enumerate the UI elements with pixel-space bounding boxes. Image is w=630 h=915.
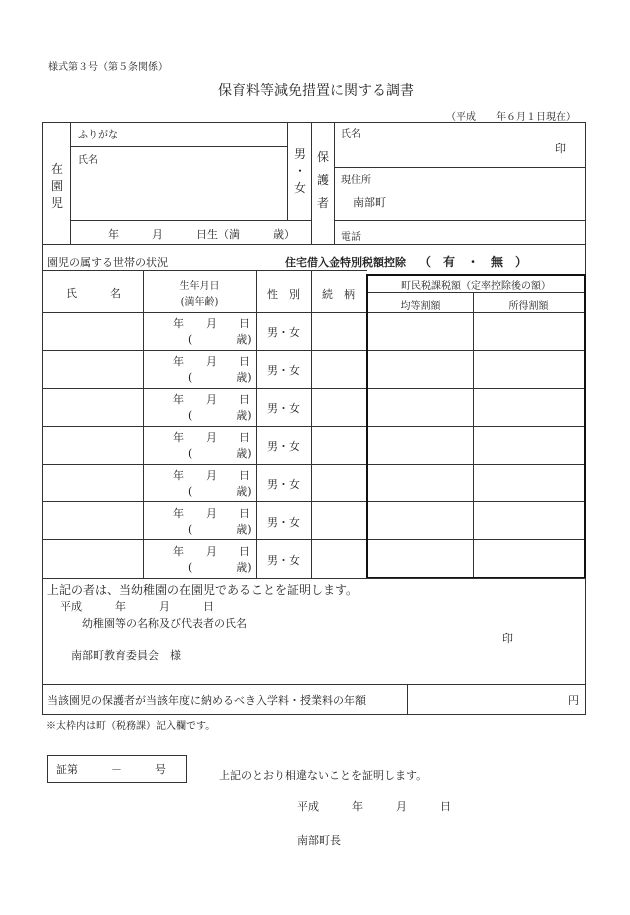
row-age: ( 歳) bbox=[188, 523, 252, 536]
child-name-label: 氏名 bbox=[78, 155, 98, 166]
row-age: ( 歳) bbox=[188, 371, 252, 384]
child-sex: 男 ・ 女 bbox=[293, 147, 306, 195]
page-title: 保育料等減免措置に関する調書 bbox=[218, 83, 414, 99]
row-age: ( 歳) bbox=[188, 333, 252, 346]
col-income-header: 所得割額 bbox=[508, 301, 549, 312]
mayor-title: 南部町長 bbox=[297, 834, 341, 847]
child-furigana-label: ふりがな bbox=[78, 130, 118, 141]
child-birthdate: 年 月 日生（満 歳） bbox=[108, 228, 295, 241]
row-age: ( 歳) bbox=[188, 485, 252, 498]
household-status-label: 園児の属する世帯の状況 bbox=[47, 256, 168, 269]
row-sex: 男・女 bbox=[267, 364, 300, 377]
row-sex: 男・女 bbox=[267, 326, 300, 339]
final-date: 平成 年 月 日 bbox=[297, 800, 451, 813]
row-age: ( 歳) bbox=[188, 561, 252, 574]
certification-addressee: 南部町教育委員会 様 bbox=[71, 649, 181, 662]
housing-deduction-options: （ 有 ・ 無 ） bbox=[419, 255, 528, 269]
final-statement: 上記のとおり相違ないことを証明します。 bbox=[219, 769, 428, 782]
certificate-number: 証第 － 号 bbox=[56, 763, 166, 776]
guardian-seal: 印 bbox=[555, 142, 566, 155]
row-sex: 男・女 bbox=[267, 440, 300, 453]
row-sex: 男・女 bbox=[267, 516, 300, 529]
row-age: ( 歳) bbox=[188, 447, 252, 460]
form-number: 様式第３号（第５条関係） bbox=[48, 62, 168, 73]
row-birth-date: 年 月 日 bbox=[173, 317, 250, 330]
kindergarten-seal: 印 bbox=[502, 632, 513, 645]
row-birth-date: 年 月 日 bbox=[173, 469, 250, 482]
col-birth-header: 生年月日 bbox=[179, 281, 220, 292]
col-relation-header: 続 柄 bbox=[322, 288, 355, 301]
col-equal-header: 均等割額 bbox=[400, 301, 441, 312]
annual-fee-unit: 円 bbox=[568, 694, 579, 707]
guardian-address-value: 南部町 bbox=[353, 196, 386, 209]
child-label: 在 園 児 bbox=[50, 162, 63, 210]
annual-fee-label: 当該園児の保護者が当該年度に納めるべき入学料・授業料の年額 bbox=[47, 694, 366, 707]
tax-header: 町民税課税額（定率控除後の額） bbox=[401, 281, 551, 292]
row-sex: 男・女 bbox=[267, 478, 300, 491]
row-age: ( 歳) bbox=[188, 409, 252, 422]
row-birth-date: 年 月 日 bbox=[173, 355, 250, 368]
as-of-date: （平成 年６月１日現在） bbox=[446, 112, 576, 123]
guardian-address-label: 現住所 bbox=[341, 175, 371, 186]
row-birth-date: 年 月 日 bbox=[173, 507, 250, 520]
col-sex-header: 性 別 bbox=[267, 288, 300, 301]
housing-deduction-label: 住宅借入金特別税額控除 bbox=[285, 256, 406, 269]
row-birth-date: 年 月 日 bbox=[173, 545, 250, 558]
certification-statement: 上記の者は、当幼稚園の在園児であることを証明します。 bbox=[47, 583, 359, 597]
guardian-phone-label: 電話 bbox=[341, 232, 361, 243]
row-sex: 男・女 bbox=[267, 554, 300, 567]
row-birth-date: 年 月 日 bbox=[173, 431, 250, 444]
row-birth-date: 年 月 日 bbox=[173, 393, 250, 406]
guardian-name-label: 氏名 bbox=[341, 129, 361, 140]
certification-date: 平成 年 月 日 bbox=[60, 600, 214, 613]
col-name-header: 氏 名 bbox=[66, 287, 121, 300]
thick-frame-note: ※太枠内は町（税務課）記入欄です。 bbox=[46, 721, 216, 732]
guardian-label: 保 護 者 bbox=[316, 150, 329, 210]
row-sex: 男・女 bbox=[267, 402, 300, 415]
kindergarten-representative-label: 幼稚園等の名称及び代表者の氏名 bbox=[82, 617, 247, 630]
col-birth-subheader: (満年齢) bbox=[180, 297, 219, 308]
